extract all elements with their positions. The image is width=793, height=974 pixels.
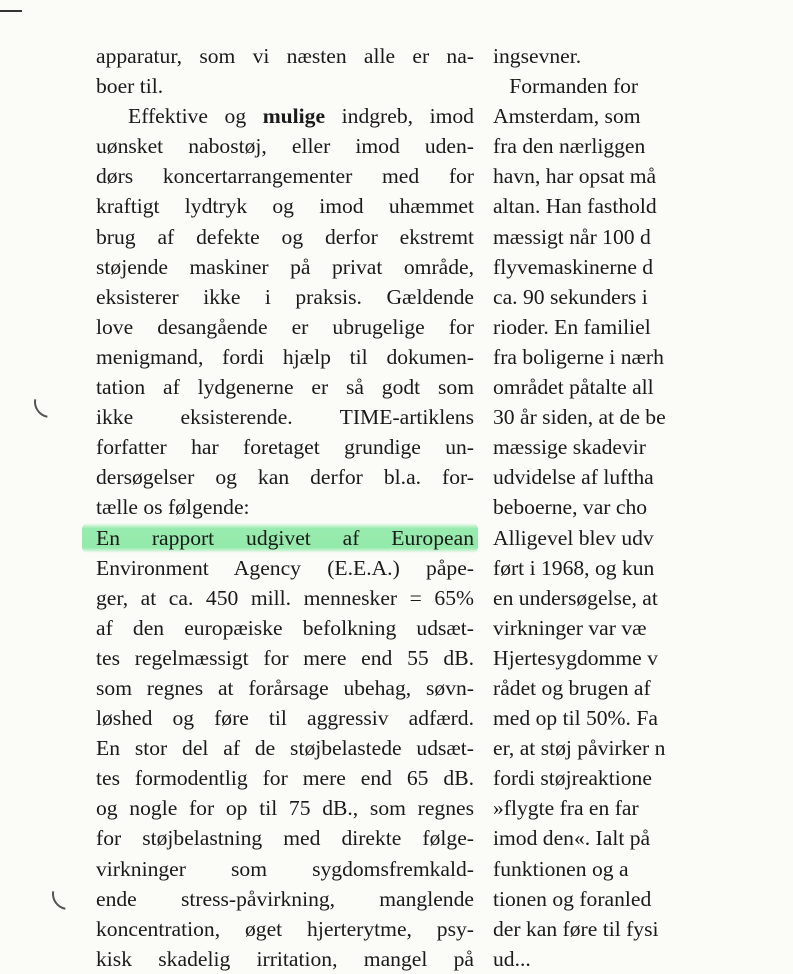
text-line: af den europæiske befolkning udsæt- [96,615,474,640]
text-segment: indgreb, imod [325,104,474,129]
text-line: brug af defekte og derfor ekstremt [96,224,474,249]
text-line: ende stress-påvirkning, manglende [96,886,474,911]
text-line: en undersøgelse, at [493,585,658,610]
text-line: Alligevel blev udv [493,525,654,550]
text-line: rioder. En familiel [493,314,651,339]
text-line: løshed og føre til aggressiv adfærd. [96,706,474,731]
text-line: er, at støj påvirker n [493,736,666,761]
text-line: for støjbelastning med direkte følge- [96,826,474,851]
cut-off-line: kisk skadelig irritation, mangel på [96,946,474,971]
text-line: støjende maskiner på privat område, [96,254,474,279]
paragraph-start-line [96,101,474,131]
text-line: forfatter har foretaget grundige un- [96,435,474,460]
text-line: virkninger som sygdomsfremkald- [96,856,474,881]
text-line: eksisterer ikke i praksis. Gældende [96,284,474,309]
text-line: ger, at ca. 450 mill. mennesker = 65% [96,585,474,610]
text-line: virkninger var væ [493,615,647,640]
text-line: havn, har opsat må [493,164,657,189]
text-line: uønsket nabostøj, eller imod uden- [96,134,474,159]
text-segment: Effektive og [128,104,263,129]
punch-hole-mark-top [28,380,73,425]
text-line: menigmand, fordi hjælp til dokumen- [96,344,474,369]
text-line: boer til. [96,74,164,99]
bold-word: mulige [262,104,326,129]
text-line: området påtalte all [493,375,654,400]
text-line: Environment Agency (E.E.A.) påpe- [96,555,474,580]
text-line: dørs koncertarrangementer med for [96,164,474,189]
text-line: der kan føre til fysi [493,916,659,941]
text-line: dersøgelser og kan derfor bl.a. for- [96,465,474,490]
highlighted-line: En rapport udgivet af European [82,523,478,553]
text-line: flyvemaskinerne d [493,254,654,279]
text-line: apparatur, som vi næsten alle er na- [96,44,474,68]
top-rule [0,10,22,12]
text-line: som regnes at forårsage ubehag, søvn- [96,675,474,700]
text-line: Formanden for [493,74,639,99]
text-line: love desangående er ubrugelige for [96,314,474,339]
text-line: tælle os følgende: [96,495,250,520]
text-line: mæssigt når 100 d [493,224,651,249]
text-line: med op til 50%. Fa [493,706,658,731]
left-text-column [96,41,474,971]
text-line: fra boligerne i nærh [493,344,664,369]
text-line: ikke eksisterende. TIME-artiklens [96,405,474,430]
text-line: beboerne, var cho [493,495,648,520]
text-line: rådet og brugen af [493,675,651,700]
text-line: ført i 1968, og kun [493,555,655,580]
right-text-column [493,41,793,971]
text-line: En stor del af de støjbelastede udsæt- [96,736,474,761]
text-line: Hjertesygdomme v [493,645,658,670]
text-line: fordi støjreaktione [493,766,652,791]
text-line: altan. Han fasthold [493,194,657,219]
text-line: og nogle for op til 75 dB., som regnes [96,796,474,821]
text-line: »flygte fra en far [493,796,639,821]
text-line: tes formodentlig for mere end 65 dB. [96,766,474,791]
text-line: tes regelmæssigt for mere end 55 dB. [96,645,474,670]
text-line: kraftigt lydtryk og imod uhæmmet [96,194,474,219]
punch-hole-mark-bottom [46,872,91,917]
text-line: udvidelse af luftha [493,465,654,490]
text-line: tionen og foranled [493,886,652,911]
text-line: fra den nærliggen [493,134,646,159]
text-line: imod den«. Ialt på [493,826,651,851]
text-line: koncentration, øget hjerterytme, psy- [96,916,474,941]
text-line: 30 år siden, at de be [493,405,666,430]
text-line: tation af lydgenerne er så godt som [96,375,474,400]
text-line: Amsterdam, som [493,104,641,129]
cut-off-line: ud... [493,946,531,971]
text-line: ca. 90 sekunders i [493,284,648,309]
text-line: funktionen og a [493,856,629,881]
text-line: mæssige skadevir [493,435,646,460]
text-line: ingsevner. [493,44,582,68]
